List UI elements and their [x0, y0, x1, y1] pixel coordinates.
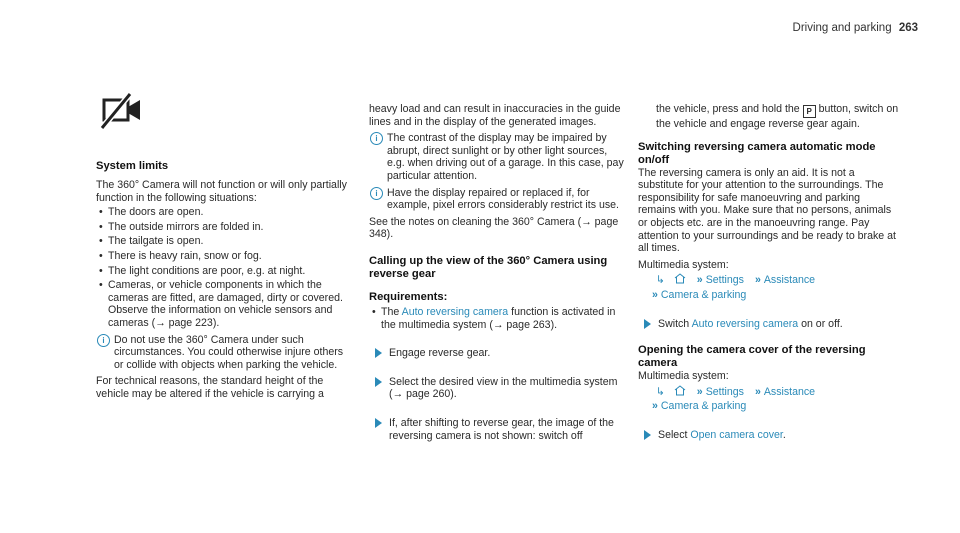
step-arrow-icon [375, 418, 382, 428]
requirements-heading: Requirements: [369, 290, 448, 303]
home-icon[interactable] [674, 273, 686, 284]
info-note [369, 132, 624, 182]
open-camera-cover-link[interactable]: Open camera cover [690, 428, 783, 441]
page-number: 263 [898, 22, 918, 34]
automatic-mode-heading: Switching reversing camera automatic mode on/off [638, 140, 876, 166]
menu-assistance[interactable]: Assistance [763, 385, 816, 398]
step-continuation [638, 103, 900, 131]
step-item [638, 318, 900, 331]
camera-off-icon [100, 90, 146, 132]
list-item: • Cameras, or vehicle components in which the cameras are fitted, are damaged, dirty or covered. Observe the information on vehicle sensors and cameras (→ page 223). [96, 279, 354, 329]
technical-para-cont: heavy load and can result in inaccuracies in the guide lines and in the display of the generated images. [369, 103, 621, 128]
info-note [96, 334, 354, 372]
column-middle [369, 103, 624, 442]
list-item: • The doors are open. [96, 206, 354, 219]
chevron-icon: » [754, 385, 761, 398]
list-item: • The outside mirrors are folded in. [96, 221, 354, 234]
step-text-post: on or off. [798, 317, 843, 330]
step-text-post: . [782, 428, 786, 441]
req-text-post: function is activated in the multimedia system (→ page 263). [381, 305, 616, 331]
menu-path [656, 385, 900, 399]
column-left [96, 160, 354, 401]
menu-path-cont [652, 400, 900, 413]
cleaning-reference: See the notes on cleaning the 360° Camera (→ page 348). [369, 215, 619, 241]
column-right [638, 103, 900, 442]
step-text: Select the desired view in the multimedia system (→ page 260). [389, 375, 618, 401]
step-text-post: button, switch on the vehicle and engage reverse gear again. [656, 103, 899, 130]
multimedia-label: Multimedia system: [638, 370, 729, 383]
section-title: Driving and parking [792, 22, 892, 34]
chevron-icon: » [696, 274, 703, 287]
step-arrow-icon [375, 377, 382, 387]
step-text-pre: Switch [658, 317, 692, 330]
note-text: The contrast of the display may be impaired by abrupt, direct sunlight or by other light sources, e.g. when driving out of a garage. In this case, pay particular attention. [387, 132, 624, 182]
note-text: Have the display repaired or replaced if, for example, pixel errors considerably restrict its use. [387, 186, 619, 212]
menu-camera-parking[interactable]: Camera & parking [660, 400, 747, 413]
menu-settings[interactable]: Settings [705, 385, 744, 398]
camera-cover-heading: Opening the camera cover of the reversing camera [638, 344, 866, 370]
step-arrow-icon [644, 319, 651, 329]
step-arrow-icon [375, 348, 382, 358]
chevron-icon: » [754, 274, 761, 287]
info-icon: i [370, 132, 383, 145]
list-item: • The tailgate is open. [96, 235, 354, 248]
step-text-pre: the vehicle, press and hold the [656, 103, 803, 115]
step-item [369, 417, 624, 442]
chevron-icon: » [652, 288, 658, 301]
enter-arrow-icon: ↳ [656, 274, 665, 287]
auto-reversing-camera-link[interactable]: Auto reversing camera [401, 305, 509, 318]
menu-path [656, 273, 900, 287]
list-item: • There is heavy rain, snow or fog. [96, 250, 354, 263]
requirements-list [369, 306, 624, 331]
chevron-icon: » [652, 400, 658, 413]
system-limits-heading: System limits [96, 160, 169, 172]
req-text-pre: The [381, 305, 402, 318]
step-item [638, 429, 900, 442]
menu-camera-parking[interactable]: Camera & parking [660, 288, 747, 301]
home-icon[interactable] [674, 385, 686, 396]
system-limits-intro: The 360° Camera will not function or will only partially function in the following situations: [96, 179, 347, 204]
info-note [369, 187, 624, 212]
info-icon: i [97, 334, 110, 347]
multimedia-label: Multimedia system: [638, 258, 729, 271]
step-arrow-icon [644, 430, 651, 440]
limits-list [96, 206, 354, 329]
menu-settings[interactable]: Settings [705, 274, 744, 287]
info-icon: i [370, 187, 383, 200]
note-text: Do not use the 360° Camera under such circumstances. You could otherwise injure others or collide with objects when parking the vehicle. [114, 333, 344, 371]
parking-camera-button-icon: P [803, 105, 816, 118]
chevron-icon: » [696, 385, 703, 398]
enter-arrow-icon: ↳ [656, 385, 665, 398]
menu-assistance[interactable]: Assistance [763, 274, 816, 287]
auto-reversing-camera-link[interactable]: Auto reversing camera [691, 317, 799, 330]
page-header [793, 22, 918, 34]
reverse-gear-heading: Calling up the view of the 360° Camera using reverse gear [369, 254, 608, 280]
automatic-mode-para: The reversing camera is only an aid. It is not a substitute for your attention to the surroundings. The responsibility for safe manoeuvring and parking remains with you. Make sure that no persons, animals or objects etc. are in the manoeuvring range. Pay attention to your surroundings and be ready to brake at all times. [638, 166, 896, 255]
list-item: • The light conditions are poor, e.g. at night. [96, 265, 354, 278]
step-text-pre: Select [658, 428, 691, 441]
step-item [369, 376, 624, 401]
step-text: Engage reverse gear. [389, 347, 491, 360]
step-text: If, after shifting to reverse gear, the image of the reversing camera is not shown: switch off [389, 416, 614, 442]
menu-path-cont [652, 289, 900, 302]
step-item [369, 347, 624, 360]
list-item [369, 306, 624, 331]
technical-para: For technical reasons, the standard height of the vehicle may be altered if the vehicle is carrying a [96, 375, 324, 400]
